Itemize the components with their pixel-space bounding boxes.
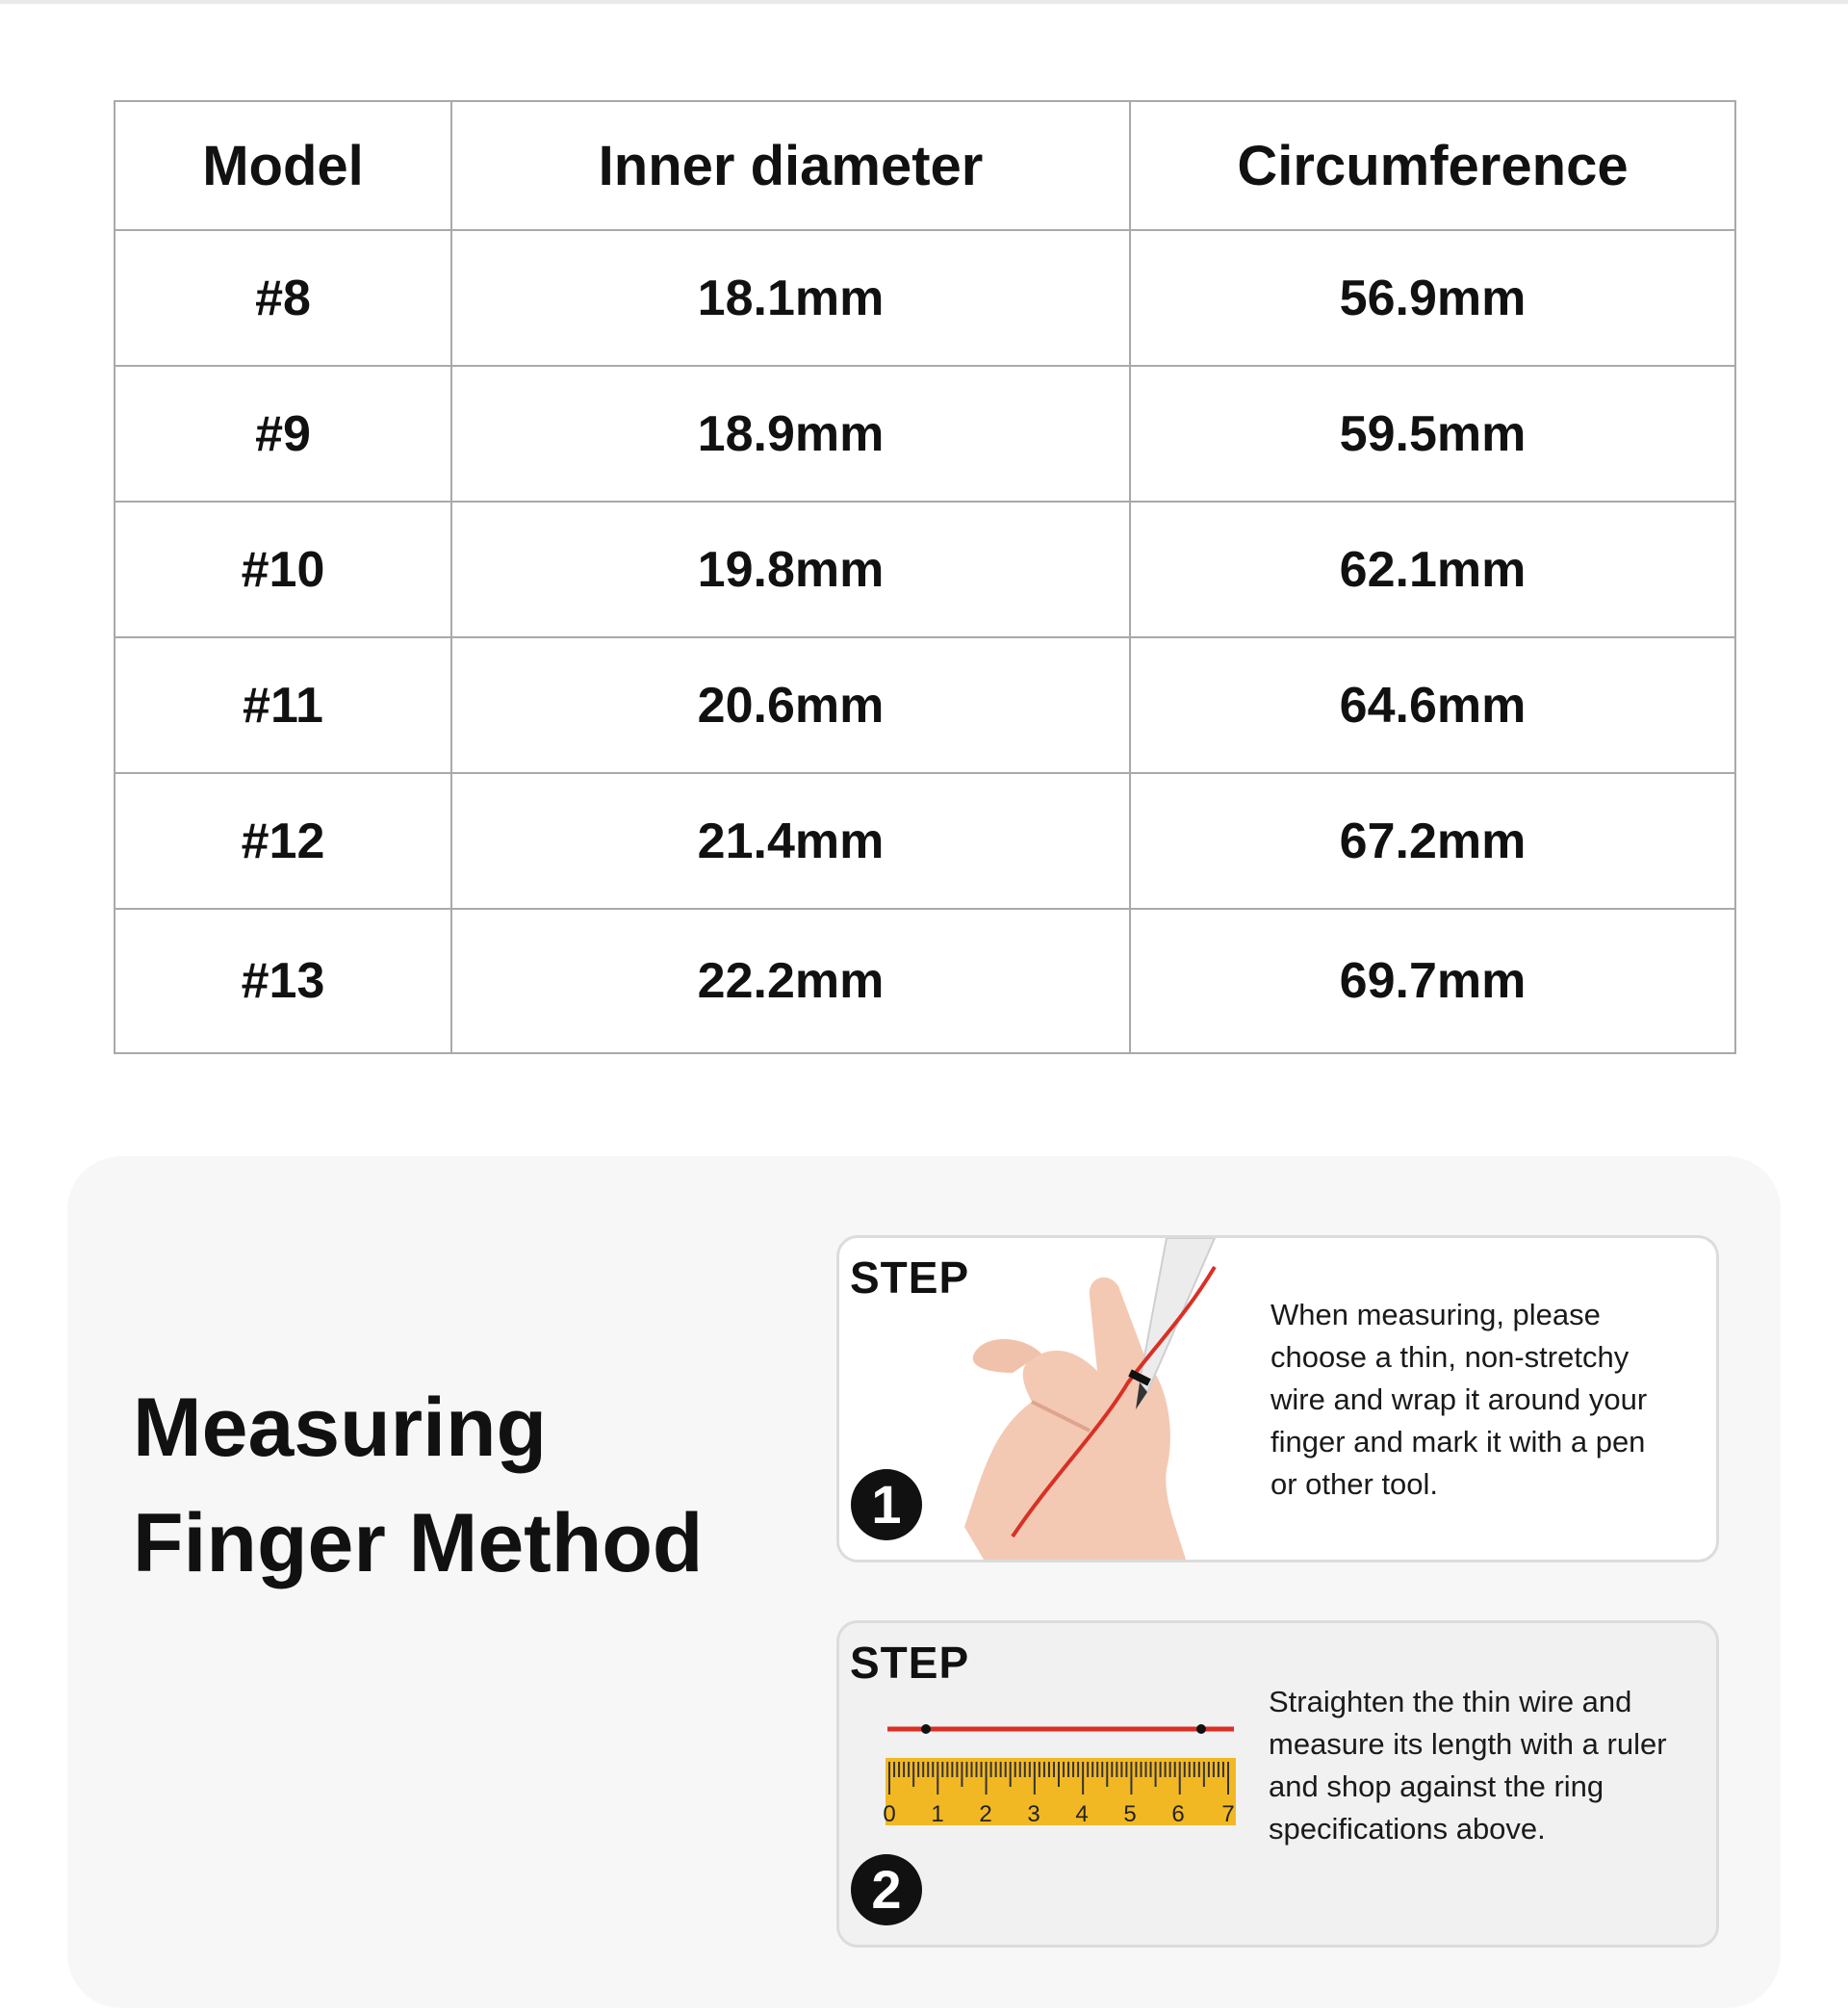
cell-circumference: 62.1mm: [1130, 502, 1735, 637]
step-card-1: [836, 1235, 1719, 1562]
top-divider: [0, 0, 1848, 4]
table-row: [115, 230, 1735, 366]
cell-model: #13: [115, 909, 451, 1053]
header-inner-diameter: Inner diameter: [451, 101, 1130, 230]
cell-inner-diameter: 19.8mm: [451, 502, 1130, 637]
cell-model: #9: [115, 366, 451, 502]
ring-size-table: [114, 100, 1736, 1054]
step-card-2: [836, 1620, 1719, 1948]
ruler-label: 5: [1123, 1801, 1137, 1827]
table-row: [115, 502, 1735, 637]
cell-inner-diameter: 18.9mm: [451, 366, 1130, 502]
cell-circumference: 64.6mm: [1130, 637, 1735, 773]
header-circumference: Circumference: [1130, 101, 1735, 230]
step-label: STEP: [850, 1638, 970, 1688]
hand-wire-pen-icon: [926, 1238, 1272, 1560]
cell-circumference: 67.2mm: [1130, 773, 1735, 909]
table-row: [115, 909, 1735, 1053]
ruler-label: 4: [1075, 1801, 1089, 1827]
cell-model: #8: [115, 230, 451, 366]
ruler-label: 2: [979, 1801, 992, 1827]
cell-circumference: 59.5mm: [1130, 366, 1735, 502]
step-label: STEP: [850, 1252, 970, 1303]
cell-inner-diameter: 18.1mm: [451, 230, 1130, 366]
measuring-method-panel: [67, 1156, 1781, 2008]
cell-model: #11: [115, 637, 451, 773]
measuring-method-title: Measuring Finger Method: [133, 1381, 704, 1589]
step-2-description: Straighten the thin wire and measure its length with a ruler and shop against the ring specifications above.: [1269, 1685, 1667, 1846]
ruler-label: 0: [883, 1801, 896, 1827]
table-row: [115, 773, 1735, 909]
step-number-2: 2: [851, 1854, 922, 1925]
cell-inner-diameter: 21.4mm: [451, 773, 1130, 909]
cell-inner-diameter: 20.6mm: [451, 637, 1130, 773]
cell-circumference: 69.7mm: [1130, 909, 1735, 1053]
table-row: [115, 637, 1735, 773]
ruler-label: 7: [1221, 1801, 1235, 1827]
step-1-description: When measuring, please choose a thin, non-stretchy wire and wrap it around your finger and mark it with a pen or other tool.: [1270, 1298, 1648, 1501]
cell-model: #10: [115, 502, 451, 637]
table-header-row: [115, 101, 1735, 230]
header-model: Model: [115, 101, 451, 230]
cell-circumference: 56.9mm: [1130, 230, 1735, 366]
ruler-label: 6: [1171, 1801, 1185, 1827]
table-row: [115, 366, 1735, 502]
cell-model: #12: [115, 773, 451, 909]
step-number-1: 1: [851, 1469, 922, 1540]
cell-inner-diameter: 22.2mm: [451, 909, 1130, 1053]
ruler-label: 1: [931, 1801, 944, 1827]
ruler-label: 3: [1027, 1801, 1040, 1827]
ruler-wire-icon: [878, 1710, 1244, 1845]
